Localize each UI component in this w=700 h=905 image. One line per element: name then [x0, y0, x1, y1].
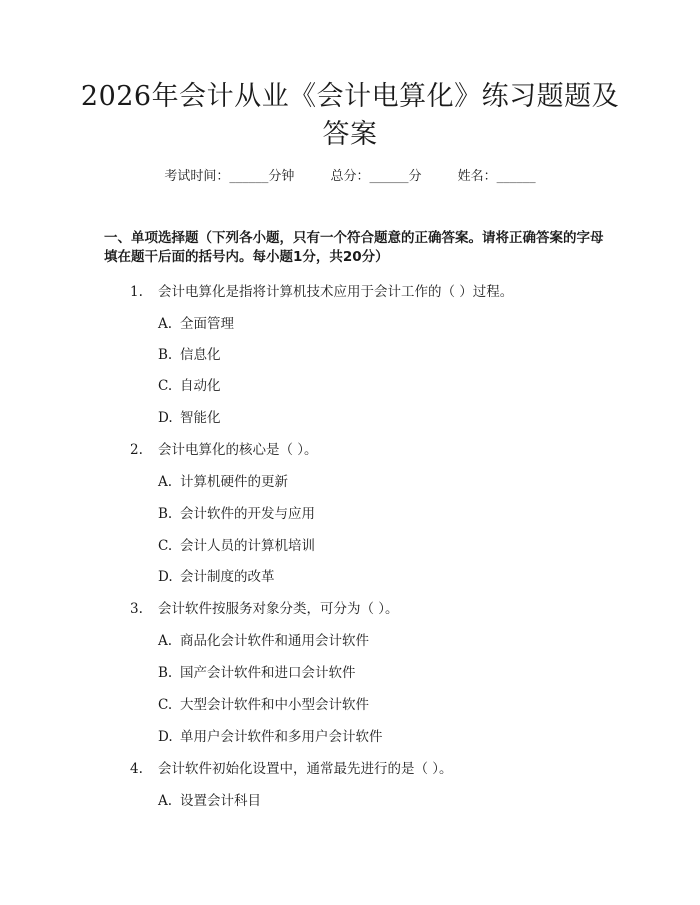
option-text: 会计软件的开发与应用 [180, 506, 315, 522]
document-title: 2026年会计从业《会计电算化》练习题题及答案 [80, 81, 620, 150]
option-letter: D. [158, 729, 173, 745]
question-2 [130, 441, 318, 459]
exam-info [0, 168, 700, 186]
question-2-option-a [158, 473, 288, 491]
option-text: 计算机硬件的更新 [180, 474, 288, 490]
option-letter: C. [158, 378, 173, 394]
name-field: 姓名：______ [457, 169, 536, 184]
option-letter: B. [158, 347, 173, 363]
question-1 [130, 283, 513, 301]
option-letter: A. [158, 793, 173, 809]
question-text: 会计电算化的核心是（ ）。 [158, 442, 318, 458]
question-1-option-c [158, 377, 221, 395]
option-text: 信息化 [180, 347, 221, 363]
option-text: 智能化 [180, 410, 221, 426]
question-2-option-c [158, 537, 315, 555]
question-number: 1. [130, 284, 143, 300]
question-1-option-b [158, 346, 221, 364]
question-3-option-c [158, 696, 369, 714]
option-letter: C. [158, 538, 173, 554]
question-text: 会计软件初始化设置中，通常最先进行的是（ ）。 [158, 761, 453, 777]
section-heading: 一、单项选择题（下列各小题，只有一个符合题意的正确答案。请将正确答案的字母填在题干后面的括号内。每小题1分，共20分） [104, 230, 604, 265]
option-text: 全面管理 [180, 316, 234, 332]
option-text: 设置会计科目 [180, 793, 261, 809]
question-4 [130, 760, 453, 778]
question-number: 2. [130, 442, 143, 458]
option-letter: A. [158, 633, 173, 649]
option-text: 自动化 [180, 378, 221, 394]
exam-time-field: 考试时间：______分钟 [164, 169, 295, 184]
question-3-option-d [158, 728, 383, 746]
option-letter: A. [158, 316, 173, 332]
option-letter: D. [158, 410, 173, 426]
question-1-option-d [158, 409, 221, 427]
question-text: 会计电算化是指将计算机技术应用于会计工作的（ ）过程。 [158, 284, 514, 300]
option-text: 单用户会计软件和多用户会计软件 [180, 729, 383, 745]
option-letter: C. [158, 697, 173, 713]
question-3-option-b [158, 664, 356, 682]
option-text: 国产会计软件和进口会计软件 [180, 665, 356, 681]
question-4-option-a [158, 792, 261, 810]
option-letter: B. [158, 506, 173, 522]
option-letter: D. [158, 569, 173, 585]
question-number: 3. [130, 601, 143, 617]
option-text: 会计制度的改革 [180, 569, 275, 585]
option-text: 会计人员的计算机培训 [180, 538, 315, 554]
option-text: 大型会计软件和中小型会计软件 [180, 697, 369, 713]
question-3 [130, 600, 399, 618]
question-2-option-b [158, 505, 315, 523]
question-text: 会计软件按服务对象分类，可分为（ ）。 [158, 601, 399, 617]
question-2-option-d [158, 568, 275, 586]
option-letter: B. [158, 665, 173, 681]
question-3-option-a [158, 632, 369, 650]
option-text: 商品化会计软件和通用会计软件 [180, 633, 369, 649]
total-score-field: 总分：______分 [330, 169, 422, 184]
question-number: 4. [130, 761, 143, 777]
question-1-option-a [158, 315, 234, 333]
option-letter: A. [158, 474, 173, 490]
